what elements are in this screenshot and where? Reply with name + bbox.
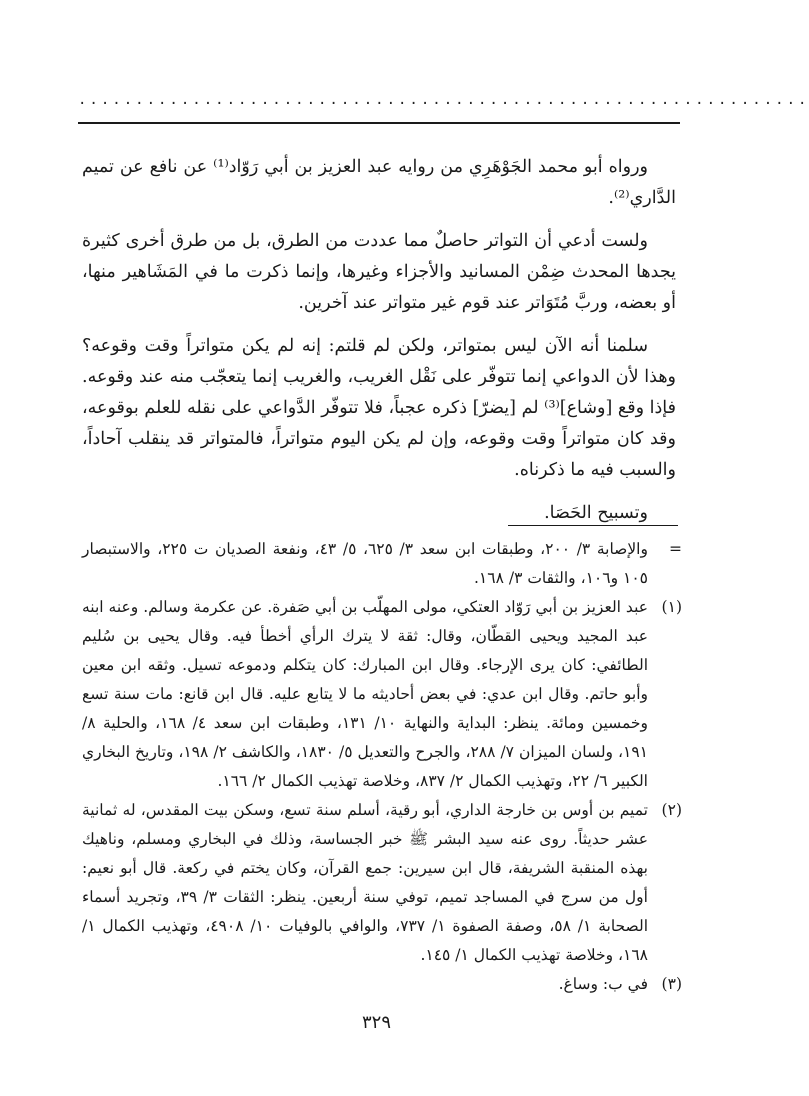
footnote-text: عبد العزيز بن أبي رَوّاد العتكي، مولى المهلّب بن أبي صَفرة. عن عكرمة وسالم. وعنه ابنه عبد المجيد ويحيى القطّان، وقال: ثقة لا يترك الرأي أخطأ فيه. وقال يحيى بن سُليم الطائفي: كان يرى الإرجاء. وقال ابن المبارك: كان يتكلم ودموعه تسيل. وثقه ابن معين وأبو حاتم. وقال ابن عدي: في بعض أحاديثه ما لا يتابع عليه. قال ابن قانع: مات سنة تسع وخمسين ومائة. ينظر: البداية والنهاية ١٠/ ١٣١، وطبقات ابن سعد ٤/ ١٦٨، والحلية ٨/ ١٩١، ولسان الميزان ٧/ ٢٨٨، والجرح والتعديل ٥/ ١٨٣٠، والكاشف ٢/ ١٩٨، وتاريخ البخاري الكبير ٦/ ٢٢، وتهذيب الكمال ٢/ ٨٣٧، وخلاصة تهذيب الكمال ٢/ ١٦٦. — [82, 598, 649, 790]
footnote-text: والإصابة ٣/ ٢٠٠، وطبقات ابن سعد ٣/ ٦٢٥، ٥/ ٤٣، ونفعة الصديان ت ٢٢٥، والاستبصار ١٠٥ و١٠٦، والثقات ٣/ ١٦٨. — [82, 540, 648, 587]
paragraph: وتسبيح الحَصَا. — [544, 503, 648, 523]
footnote-separator — [508, 525, 678, 526]
page-number: ٣٢٩ — [361, 1012, 391, 1033]
footnote-marker: (١) — [661, 598, 682, 616]
main-text — [82, 152, 676, 541]
footnote — [82, 796, 682, 970]
footnote — [82, 593, 682, 796]
header-rule — [78, 122, 680, 124]
footnotes — [82, 535, 682, 999]
paragraph: سلمنا أنه الآن ليس بمتواتر، ولكن لم قلتم: إنه لم يكن متواتراً وقت وقوعه؟ وهذا لأن الدواعي إنما تتوفّر على نَقْل الغريب، والغريب إنما يتعجّب منه عند وقوعه. فإذا وقع [وشاع]⁽³⁾ لم [يضرّ] ذكره عجباً، فلا تتوفّر الدَّواعي على نقله للعلم بوقوعه، وقد كان متواتراً وقت وقوعه، وإن لم يكن اليوم متواتراً، فالمتواتر قد ينقلب آحاداً، والسبب فيه ما ذكرناه. — [82, 336, 676, 480]
footnote-marker: = — [669, 540, 682, 558]
header-dotted-line: ................................................................ — [78, 92, 809, 108]
footnote-text: في ب: وساغ. — [558, 975, 648, 993]
footnote-text: تميم بن أوس بن خارجة الداري، أبو رقية، أسلم سنة تسع، وسكن بيت المقدس، له ثمانية عشر حديثاً. روى عنه سيد البشر ﷺ خبر الجساسة، وذلك في البخاري ومسلم، وناهيك بهذه المنقبة الشريفة، قال ابن سيرين: جمع القرآن، وكان يختم في ركعة. قال أبو نعيم: أول من سرج في المساجد تميم، توفي سنة أربعين. ينظر: الثقات ٣/ ٣٩، وتجريد أسماء الصحابة ١/ ٥٨، وصفة الصفوة ١/ ٧٣٧، والوافي بالوفيات ١٠/ ٤٩٠٨، وتهذيب الكمال ١/ ١٦٨، وخلاصة تهذيب الكمال ١/ ١٤٥. — [82, 801, 649, 964]
footnote — [82, 535, 682, 593]
footnote-marker: (٣) — [661, 975, 682, 993]
footnote — [82, 970, 682, 999]
paragraph: ورواه أبو محمد الجَوْهَرِي من روايه عبد العزيز بن أبي رَوّاد⁽¹⁾ عن نافع عن تميم الدَّاري⁽²⁾. — [82, 157, 676, 208]
footnote-marker: (٢) — [661, 801, 682, 819]
paragraph: ولست أدعي أن التواتر حاصلٌ مما عددت من الطرق، بل من طرق أخرى كثيرة يجدها المحدث ضِمْن المسانيد والأجزاء وغيرها، وإنما ذكرت ما في المَشَاهير منها، أو بعضه، وربَّ مُتَوَاتر عند قوم غير متواتر عند آخرين. — [82, 231, 676, 313]
